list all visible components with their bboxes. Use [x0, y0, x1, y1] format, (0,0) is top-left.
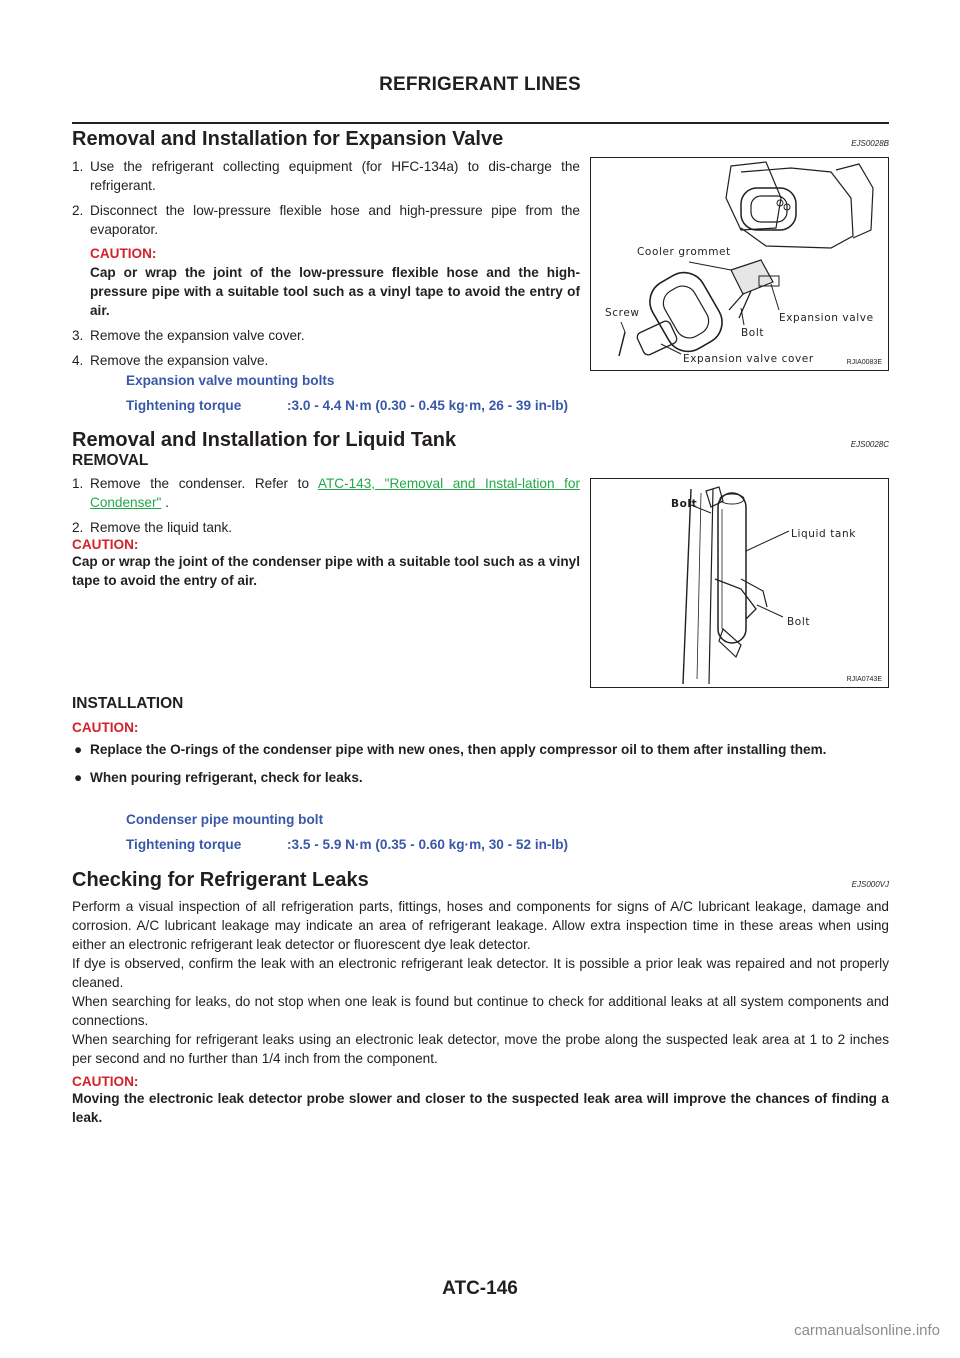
label-liquid-tank: Liquid tank [791, 528, 856, 540]
label-cooler-grommet: Cooler grommet [637, 246, 731, 258]
step-2: 2. Disconnect the low-pressure flexible hose and high-pressure pipe from the evaporator. CAUTION: Cap or wrap the joint of the low-pressure flexible hose and the high-pressure pipe with a suitable tool such as a vinyl tape to avoid the entry of air. [72, 203, 580, 318]
leaks-paragraph: When searching for leaks, do not stop when one leak is found but continue to check for additional leaks at all system components and connections. [72, 994, 889, 1028]
step-3: 3. Remove the expansion valve cover. [72, 328, 305, 343]
label-bolt: Bolt [741, 327, 765, 339]
caution-block-leaks [72, 1074, 889, 1127]
label-bolt-top: Bolt [671, 498, 698, 510]
expansion-valve-steps [72, 157, 580, 376]
label-expansion-valve-cover: Expansion valve cover [683, 353, 814, 365]
link-removal-installation-condenser[interactable]: ATC-143, "Removal and Instal-lation for Condenser" [90, 476, 580, 510]
header-rule [72, 122, 889, 124]
step-2: 2. Remove the liquid tank. [72, 520, 233, 535]
label-screw: Screw [605, 307, 640, 319]
torque-value-expansion-valve: :3.0 - 4.4 N·m (0.30 - 0.45 kg·m, 26 - 39 in-lb) [287, 398, 569, 413]
torque-value-condenser: :3.5 - 5.9 N·m (0.35 - 0.60 kg·m, 30 - 52 in-lb) [287, 837, 569, 852]
label-expansion-valve: Expansion valve [779, 312, 874, 324]
caution-block-liquid-tank [72, 537, 580, 590]
leaks-paragraph: Perform a visual inspection of all refrigeration parts, fittings, hoses and components for signs of A/C lubricant leakage, damage and corrosion. A/C lubricant leakage may indicate an area of refrigerant leakage. Allow extra inspection time in these areas when using either an electronic refrigerant leak detector or fluorescent dye leak detector. [72, 899, 889, 952]
torque-title-expansion-valve: Expansion valve mounting bolts [126, 373, 335, 388]
page-header-title: REFRIGERANT LINES [379, 74, 581, 95]
caution-text: Cap or wrap the joint of the low-pressure flexible hose and the high-pressure pipe with a suitable tool such as a vinyl tape to avoid the entry of air. [90, 265, 580, 318]
torque-label-condenser: Tightening torque [126, 837, 242, 852]
caution-block [90, 244, 580, 320]
section-code-expansion-valve: EJS0028B [851, 139, 889, 148]
section-code-liquid-tank: EJS0028C [850, 440, 889, 449]
watermark: carmanualsonline.info [794, 1322, 940, 1339]
liquid-tank-steps [72, 474, 580, 543]
figure-id: RJIA0743E [846, 676, 882, 683]
step-1: 1. Remove the condenser. Refer to ATC-143, "Removal and Instal-lation for Condenser" . [72, 476, 580, 510]
caution-label: CAUTION: [72, 1074, 139, 1089]
caution-text: Cap or wrap the joint of the condenser pipe with a suitable tool such as a vinyl tape to avoid the entry of air. [72, 554, 580, 588]
step-4: 4. Remove the expansion valve. [72, 353, 269, 368]
figure-liquid-tank [590, 478, 889, 688]
step-1: 1. Use the refrigerant collecting equipment (for HFC-134a) to dis-charge the refrigerant. [72, 159, 580, 193]
bullet-item: ● When pouring refrigerant, check for leaks. [74, 770, 363, 785]
leaks-paragraph: If dye is observed, confirm the leak with an electronic refrigerant leak detector. It is possible a prior leak was repaired and not properly cleaned. [72, 956, 889, 990]
caution-label: CAUTION: [72, 537, 139, 552]
torque-label-expansion-valve: Tightening torque [126, 398, 242, 413]
page-number: ATC-146 [442, 1278, 518, 1299]
caution-label: CAUTION: [90, 246, 157, 261]
leaks-paragraph: When searching for refrigerant leaks using an electronic leak detector, move the probe along the suspected leak area at 1 to 2 inches per second and no further than 1/4 inch from the component. [72, 1032, 889, 1066]
installation-bullets [72, 740, 889, 796]
caution-text: Moving the electronic leak detector probe slower and closer to the suspected leak area will improve the chances of finding a leak. [72, 1091, 889, 1125]
installation-caution-label: CAUTION: [72, 720, 139, 735]
removal-title: REMOVAL [72, 452, 149, 469]
leaks-body [72, 897, 889, 1127]
liquid-tank-illustration [591, 479, 888, 687]
installation-title: INSTALLATION [72, 695, 184, 712]
torque-title-condenser: Condenser pipe mounting bolt [126, 812, 324, 827]
section-title-leaks: Checking for Refrigerant Leaks [72, 869, 369, 891]
section-title-liquid-tank: Removal and Installation for Liquid Tank [72, 429, 457, 451]
section-title-expansion-valve: Removal and Installation for Expansion Valve [72, 128, 504, 150]
bullet-item: ● Replace the O-rings of the condenser pipe with new ones, then apply compressor oil to them after installing them. [74, 742, 827, 757]
figure-expansion-valve [590, 157, 889, 371]
label-bolt-bottom: Bolt [787, 616, 811, 628]
expansion-valve-illustration [591, 158, 888, 370]
figure-id: RJIA0083E [846, 359, 882, 366]
section-code-leaks: EJS000VJ [851, 880, 889, 889]
